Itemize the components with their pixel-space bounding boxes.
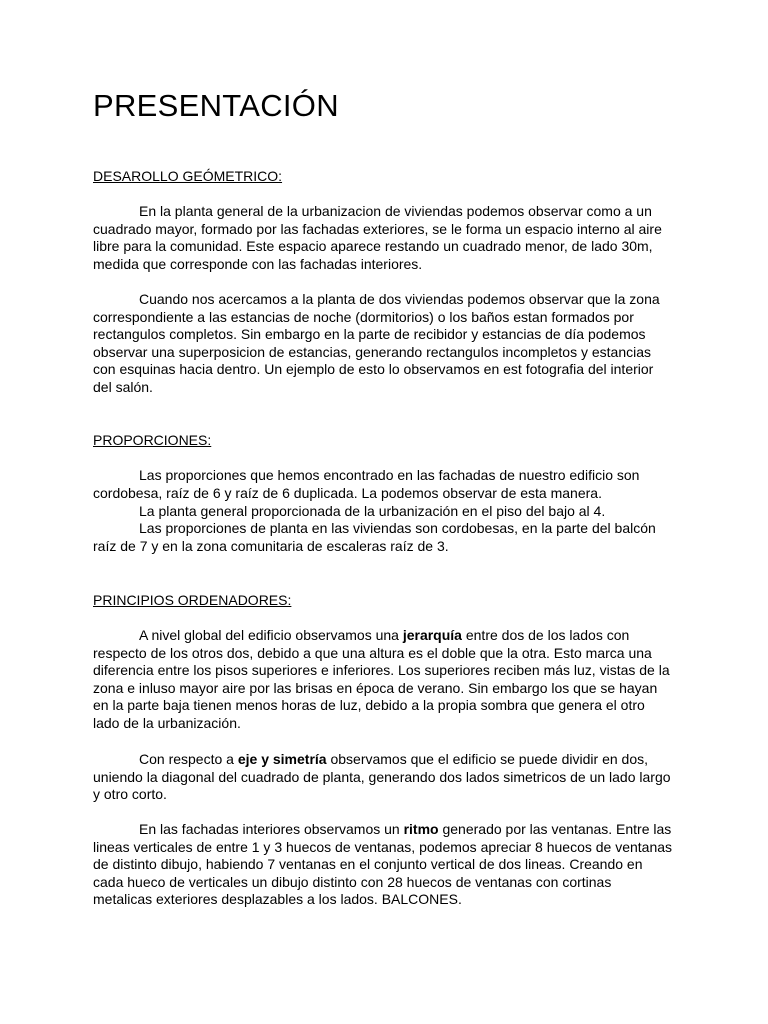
paragraph-text: La planta general proporcionada de la urbanización en el piso del bajo al 4. (139, 503, 606, 519)
page-title: PRESENTACIÓN (93, 88, 339, 123)
paragraph-geometric-2 (93, 291, 673, 397)
paragraph-principles-rhythm (93, 821, 673, 909)
paragraph-text: A nivel global del edificio observamos una (139, 627, 403, 643)
paragraph-text: Cuando nos acercamos a la planta de dos viviendas podemos observar que la zona correspondiente a las estancias de noche (dormitorios) o los baños estan formados por rectangulos completos. Sin embargo en la parte de recibidor y estancias de día podemos observar una superposicion de estancias, generando rectangulos incompletos y estancias con esquinas hacia dentro. Un ejemplo de esto lo observamos en est fotografia del interior del salón. (93, 291, 660, 395)
paragraph-proportions-3 (93, 520, 673, 555)
paragraph-text: Las proporciones de planta en las viviendas son cordobesas, en la parte del balcón raíz de 7 y en la zona comunitaria de escaleras raíz de 3. (93, 520, 656, 554)
paragraph-text: generado por las ventanas. Entre las lineas verticales de entre 1 y 3 huecos de ventanas, podemos apreciar 8 huecos de ventanas de distinto dibujo, habiendo 7 ventanas en el conjunto vertical de dos lineas. Creando en cada hueco de verticales un dibujo distinto con 28 huecos de ventanas con cortinas metalicas exteriores desplazables a los lados. BALCONES. (93, 821, 673, 908)
bold-term-eje-simetria: eje y simetría (237, 751, 327, 767)
paragraph-principles-axis-symmetry (93, 751, 673, 804)
paragraph-text: entre dos de los lados con respecto de los otros dos, debido a que una altura es el doble que la otra. Esto marca una diferencia entre los pisos superiores e inferiores. Los superiores reciben más luz, vistas de la zona e inluso mayor aire por las brisas en época de verano. Sin embargo los que se hayan en la parte baja tienen menos horas de luz, debido a la propia sombra que genera el otro lado de la urbanización. (93, 627, 670, 731)
paragraph-text: Las proporciones que hemos encontrado en las fachadas de nuestro edificio son cordobesa, raíz de 6 y raíz de 6 duplicada. La podemos observar de esta manera. (93, 467, 640, 501)
paragraph-text: En las fachadas interiores observamos un (139, 821, 404, 837)
section-heading-principles: PRINCIPIOS ORDENADORES: (93, 592, 292, 608)
paragraph-geometric-1 (93, 203, 673, 273)
paragraph-proportions-2 (93, 503, 673, 521)
paragraph-text: Con respecto a (139, 751, 238, 767)
section-heading-proportions: PROPORCIONES: (93, 432, 212, 448)
section-heading-geometric: DESAROLLO GEÓMETRICO: (93, 168, 283, 184)
paragraph-proportions-1 (93, 467, 673, 502)
paragraph-principles-hierarchy (93, 627, 673, 733)
bold-term-ritmo: ritmo (403, 821, 439, 837)
paragraph-text: observamos que el edificio se puede dividir en dos, uniendo la diagonal del cuadrado de planta, generando dos lados simetricos de un lado largo y otro corto. (93, 751, 671, 803)
bold-term-jerarquia: jerarquía (402, 627, 462, 643)
paragraph-text: En la planta general de la urbanizacion de viviendas podemos observar como a un cuadrado mayor, formado por las fachadas exteriores, se le forma un espacio interno al aire libre para la comunidad. Este espacio aparece restando un cuadrado menor, de lado 30m, medida que corresponde con las fachadas interiores. (93, 203, 662, 272)
